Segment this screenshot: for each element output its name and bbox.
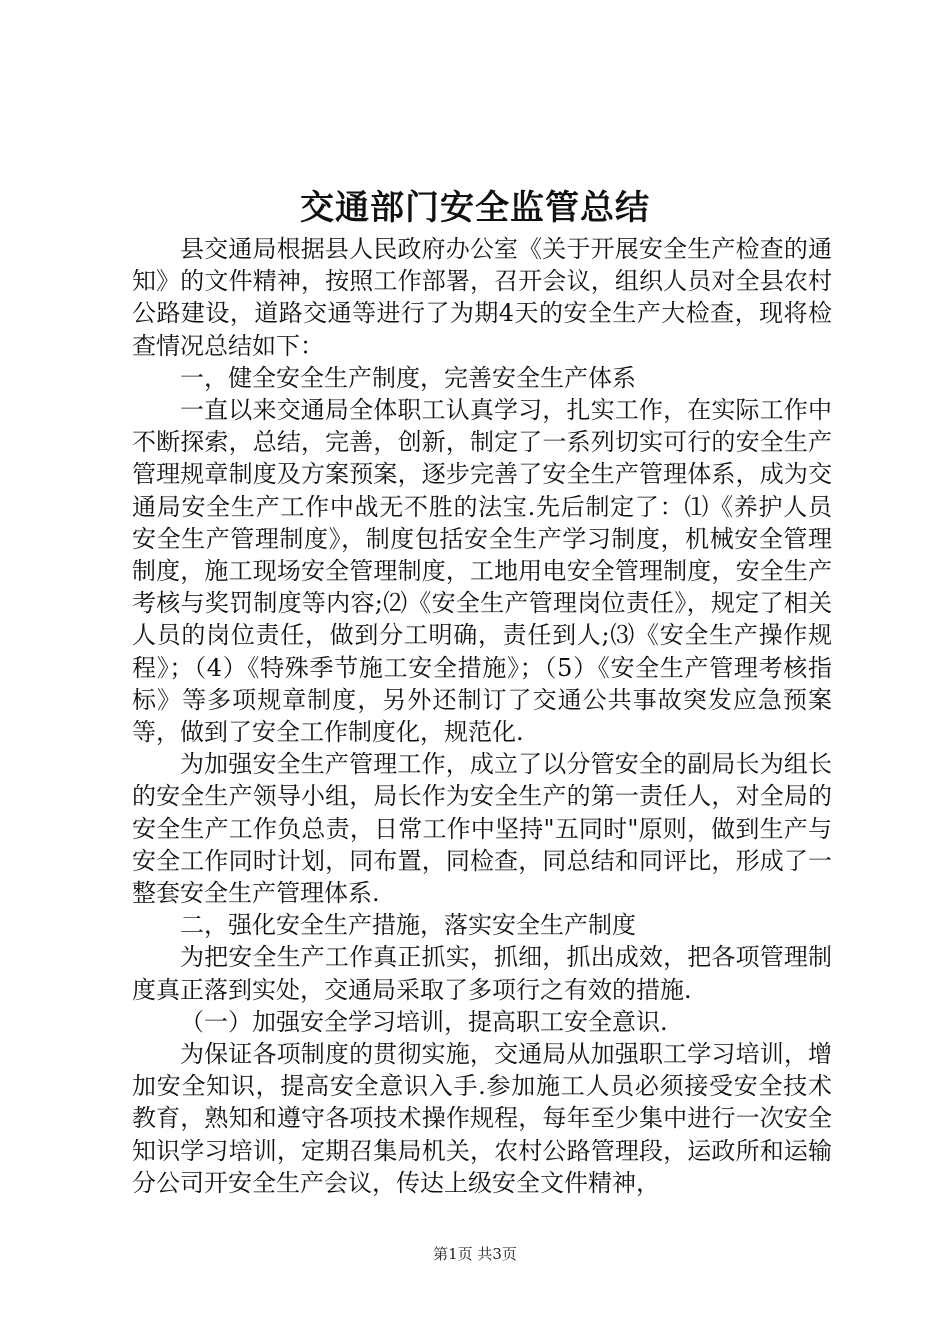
paragraph: 一直以来交通局全体职工认真学习，扎实工作，在实际工作中不断探索，总结，完善，创新，制定了一系列切实可行的安全生产管理规章制度及方案预案，逐步完善了安全生产管理体系，成为交通局安全生产工作中战无不胜的法宝.先后制定了：⑴《养护人员安全生产管理制度》，制度包括安全生产学习制度，机械安全管理制度，施工现场安全管理制度，工地用电安全管理制度，安全生产考核与奖罚制度等内容;⑵《安全生产管理岗位责任》，规定了相关人员的岗位责任，做到分工明确，责任到人;⑶《安全生产操作规程》；（4）《特殊季节施工安全措施》；（5）《安全生产管理考核指标》等多项规章制度，另外还制订了交通公共事故突发应急预案等，做到了安全工作制度化，规范化.	[132, 396, 832, 747]
paragraph-intro: 县交通局根据县人民政府办公室《关于开展安全生产检查的通知》的文件精神，按照工作部署，召开会议，组织人员对全县农村公路建设，道路交通等进行了为期4天的安全生产大检查，现将检查情况总结如下：	[132, 235, 832, 360]
page-footer: 第1页 共3页	[433, 1245, 517, 1263]
document-body	[132, 233, 832, 1199]
subsection-heading-1: （一）加强安全学习培训，提高职工安全意识.	[180, 1007, 668, 1036]
section-heading-1: 一，健全安全生产制度，完善安全生产体系	[180, 363, 636, 392]
document-title: 交通部门安全监管总结	[300, 188, 650, 228]
paragraph: 为把安全生产工作真正抓实，抓细，抓出成效，把各项管理制度真正落到实处，交通局采取了多项行之有效的措施.	[132, 943, 832, 1004]
section-heading-2: 二，强化安全生产措施，落实安全生产制度	[180, 911, 636, 940]
paragraph: 为加强安全生产管理工作，成立了以分管安全的副局长为组长的安全生产领导小组，局长作为安全生产的第一责任人，对全局的安全生产工作负总责，日常工作中坚持"五同时"原则，做到生产与安全工作同时计划，同布置，同检查，同总结和同评比，形成了一整套安全生产管理体系.	[132, 750, 832, 908]
paragraph: 为保证各项制度的贯彻实施，交通局从加强职工学习培训，增加安全知识，提高安全意识入手.参加施工人员必须接受安全技术教育，熟知和遵守各项技术操作规程，每年至少集中进行一次安全知识学习培训，定期召集局机关，农村公路管理段，运政所和运输分公司开安全生产会议，传达上级安全文件精神，	[132, 1040, 832, 1197]
